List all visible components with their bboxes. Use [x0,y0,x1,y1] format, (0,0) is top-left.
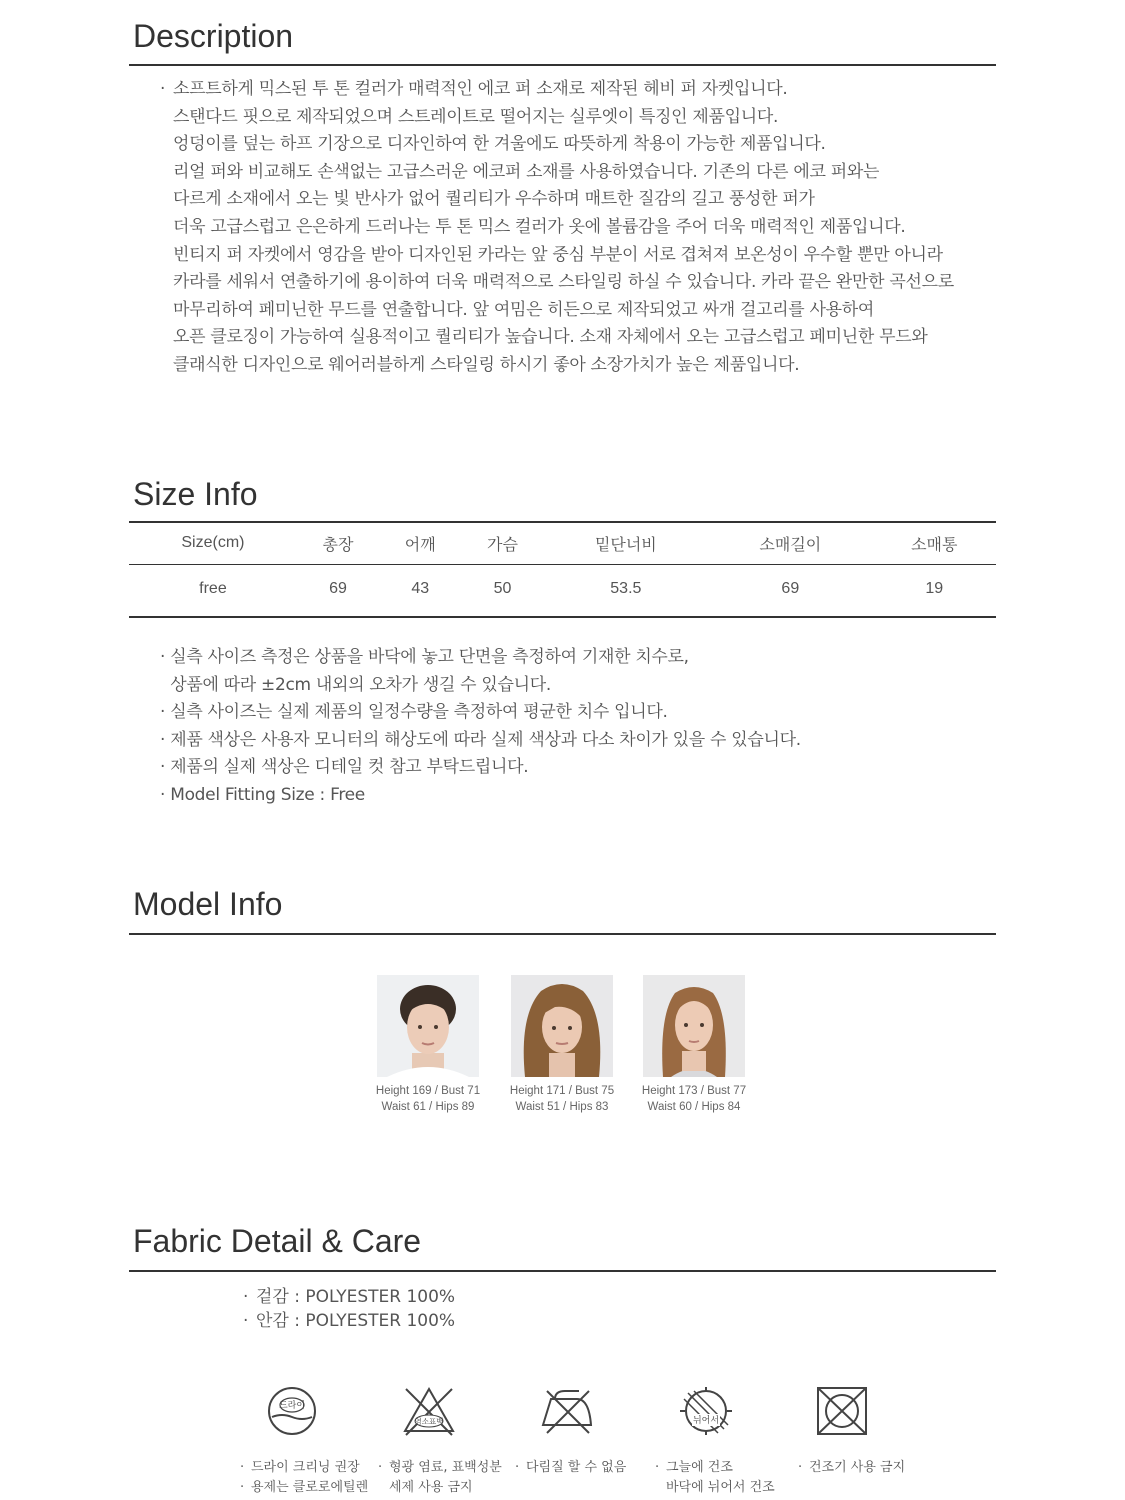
model-measure-line1: Height 169 / Bust 71 [375,1085,481,1097]
description-line: 다르게 소재에서 오는 빛 반사가 없어 퀄리티가 우수하며 매트한 질감의 길고 풍성한 퍼가 [173,189,815,210]
size-cell: 69 [329,580,347,597]
no-tumble-dry-icon [815,1385,869,1437]
description-divider [129,64,996,66]
model-measure-line2: Waist 61 / Hips 89 [381,1101,475,1113]
svg-text:염소표백: 염소표백 [414,1417,444,1426]
size-header-cell: 소매통 [911,536,958,554]
care-label-no-iron: · 다림질 할 수 없음 [515,1460,627,1475]
model-card [639,975,749,1115]
model-photo [511,975,613,1077]
table-row [129,563,996,615]
fabric-composition [243,1285,455,1333]
fabric-care-title: Fabric Detail & Care [133,1223,422,1259]
svg-text:뉘어서: 뉘어서 [692,1416,720,1426]
care-label-no-bleach: · 형광 염료, 표백성분 세제 사용 금지 [378,1460,502,1495]
model-info-divider [129,933,996,935]
care-label-dry-clean: · 드라이 크리닝 권장 · 용제는 클로로에틸렌 [240,1460,369,1495]
size-cell: free [199,580,227,597]
model-info-title: Model Info [133,886,283,922]
description-line: · 소프트하게 믹스된 투 톤 컬러가 매력적인 에코 퍼 소재로 제작된 헤비 퍼 자켓입니다. [160,79,788,99]
size-note: · 실측 사이즈 측정은 상품을 바닥에 놓고 단면을 측정하여 기재한 치수로, [160,647,689,667]
description-line: 더욱 고급스럽고 은은하게 드러나는 투 톤 믹스 컬러가 옷에 볼륨감을 주어 더욱 매력적인 제품입니다. [173,216,906,237]
model-photo [377,975,479,1077]
description-text [160,76,954,380]
svg-text:드라이: 드라이 [278,1401,306,1411]
size-header-cell: Size(cm) [181,534,245,551]
fabric-item: · 겉감 : POLYESTER 100% [243,1287,456,1307]
size-info-title: Size Info [133,476,258,512]
size-cell: 19 [925,580,944,597]
no-iron-icon [539,1385,595,1437]
description-line: 클래식한 디자인으로 웨어러블하게 스타일링 하시기 좋아 소장가치가 높은 제품입니다. [173,354,800,375]
size-note: · Model Fitting Size : Free [160,784,365,805]
fabric-item: · 안감 : POLYESTER 100% [243,1311,456,1331]
size-table-bottom-rule [129,616,996,618]
model-measure-line2: Waist 60 / Hips 84 [647,1101,741,1113]
size-note: · 제품의 실제 색상은 디테일 컷 참고 부탁드립니다. [160,757,529,778]
size-cell: 50 [493,580,512,597]
model-card [507,975,617,1115]
description-title: Description [133,18,294,54]
dry-clean-icon [266,1385,318,1437]
description-line: 리얼 퍼와 비교해도 손색없는 고급스러운 에코퍼 소재를 사용하였습니다. 기존의 다른 에코 퍼와는 [173,161,880,182]
description-line: 빈티지 퍼 자켓에서 영감을 받아 디자인된 카라는 앞 중심 부분이 서로 겹쳐져 보온성이 우수할 뿐만 아니라 [173,244,943,265]
no-bleach-icon [402,1385,456,1437]
size-header-cell: 밑단너비 [594,536,657,554]
size-cell: 43 [411,580,430,597]
size-note: · 제품 색상은 사용자 모니터의 해상도에 따라 실제 색상과 다소 차이가 있을 수 있습니다. [160,729,801,750]
description-line: 마무리하여 페미닌한 무드를 연출합니다. 앞 여밈은 히든으로 제작되었고 싸개 걸고리를 사용하여 [173,299,875,320]
care-label-no-tumble-dry: · 건조기 사용 금지 [798,1460,906,1475]
model-photo [643,975,745,1077]
description-line: 카라를 세워서 연출하기에 용이하여 더욱 매력적으로 스타일링 하실 수 있습니다. 카라 끝은 완만한 곡선으로 [173,272,954,293]
size-header-cell: 총장 [322,536,354,554]
size-table-header-row [129,523,996,563]
description-line: 엉덩이를 덮는 하프 기장으로 디자인하여 한 겨울에도 따뜻하게 착용이 가능한 제품입니다. [173,134,826,155]
size-note: 상품에 따라 ±2cm 내외의 오차가 생길 수 있습니다. [160,674,552,695]
care-label-dry-flat-shade: · 그늘에 건조 바닥에 뉘어서 건조 [655,1460,775,1495]
model-card [373,975,483,1115]
model-measure-line2: Waist 51 / Hips 83 [515,1101,609,1113]
size-header-cell: 가슴 [487,536,518,554]
size-cell: 53.5 [610,580,642,597]
size-cell: 69 [781,580,800,597]
size-table-header-rule [129,564,996,565]
description-line: 스탠다드 핏으로 제작되었으며 스트레이트로 떨어지는 실루엣이 특징인 제품입니다. [173,106,779,127]
size-notes [160,644,801,810]
size-header-cell: 어깨 [404,536,436,554]
model-measure-line1: Height 171 / Bust 75 [509,1085,615,1097]
dry-flat-shade-icon [676,1385,736,1437]
description-line: 오픈 클로징이 가능하여 실용적이고 퀄리티가 높습니다. 소재 자체에서 오는 고급스럽고 페미닌한 무드와 [173,327,928,348]
model-measure-line1: Height 173 / Bust 77 [641,1085,747,1097]
fabric-care-divider [129,1270,996,1272]
size-header-cell: 소매길이 [759,536,822,554]
size-note: · 실측 사이즈는 실제 제품의 일정수량을 측정하여 평균한 치수 입니다. [160,702,668,723]
size-table [129,523,996,615]
